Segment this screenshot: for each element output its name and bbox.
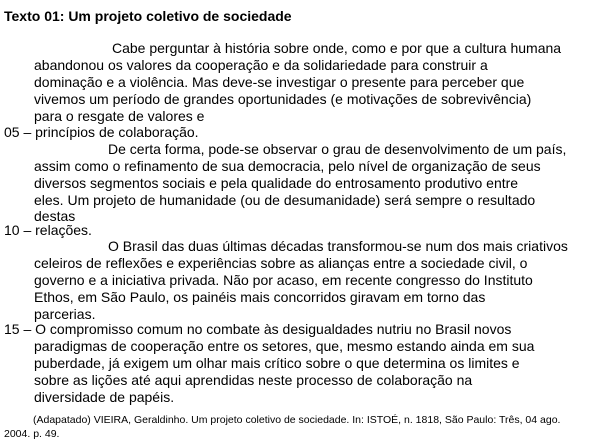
text-line: O Brasil das duas últimas décadas transformou-se num dos mais criativos [108,238,568,254]
text-line: parcerias. [34,306,96,322]
text-line: sobre as lições até aqui aprendidas neste processo de colaboração na [34,372,473,388]
text-line: assim como o refinamento de sua democracia, pelo nível de organização de seus [34,158,541,174]
text-line: vivemos um período de grandes oportunidades (e motivações de sobrevivência) [34,91,532,107]
text-line: paradigmas de cooperação entre os setores, que, mesmo estando ainda em sua [34,338,535,354]
text-line: Cabe perguntar à história sobre onde, como e por que a cultura humana [112,40,562,56]
text-line: diversidade de papéis. [34,389,175,405]
text-line: abandonou os valores da cooperação e da solidariedade para construir a [34,57,488,73]
citation-line: (Adapatado) VIEIRA, Geraldinho. Um projeto coletivo de sociedade. In: ISTOÉ, n. 1818, São Paulo: Três, 04 ago. [33,414,561,426]
text-line: puberdade, já exigem um olhar mais crítico sobre o que determina os limites e [34,355,520,371]
text-line: diversos segmentos sociais e pela qualidade do entrosamento produtivo entre [34,175,519,191]
line-number-05: 05 – princípios de colaboração. [4,124,199,140]
text-title: Texto 01: Um projeto coletivo de sociedade [4,8,292,24]
text-line: De certa forma, pode-se observar o grau de desenvolvimento de um país, [108,141,567,157]
line-number-10: 10 – relações. [4,222,92,238]
text-line: para o resgate de valores e [34,108,205,124]
text-line: Ethos, em São Paulo, os painéis mais concorridos giravam em torno das [34,289,486,305]
text-line: celeiros de reflexões e experiências sobre as alianças entre a sociedade civil, o [34,255,528,271]
text-line: dominação e a violência. Mas deve-se investigar o presente para perceber que [34,74,525,90]
text-line: destas [34,208,76,224]
citation-line: 2004. p. 49. [4,428,60,440]
line-number-15: 15 – O compromisso comum no combate às desigualdades nutriu no Brasil novos [4,321,512,337]
text-line: eles. Um projeto de humanidade (ou de desumanidade) será sempre o resultado [34,192,536,208]
text-line: governo e a iniciativa privada. Não por acaso, em recente congresso do Instituto [34,272,533,288]
